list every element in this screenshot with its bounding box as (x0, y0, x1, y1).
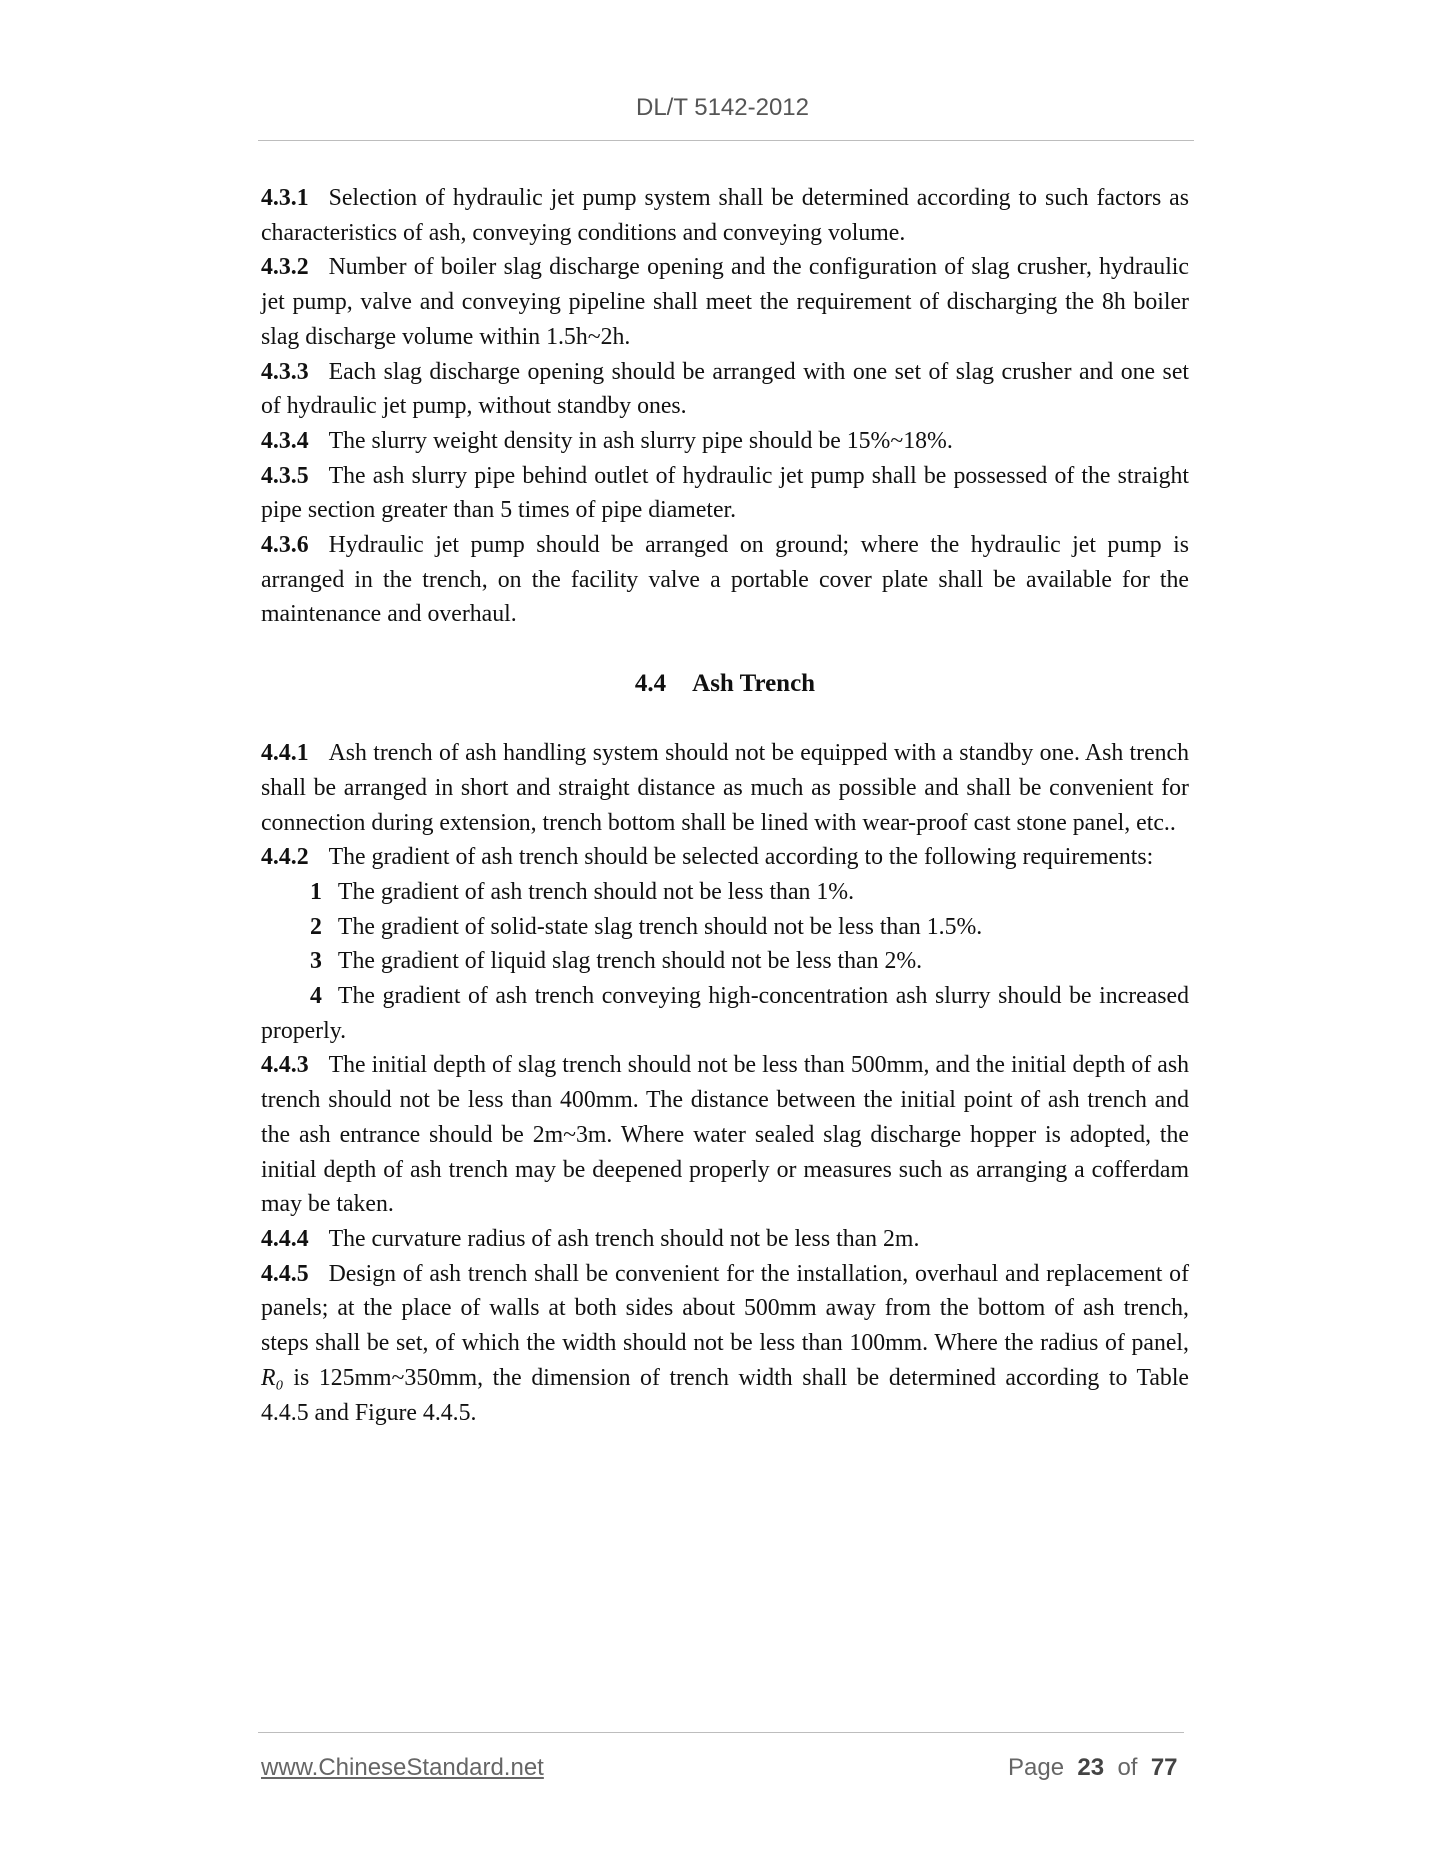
clause-text-before: Design of ash trench shall be convenient for the installation, overhaul and replacement of panels; at the place of walls at both sides about 500mm away from the bottom of ash trench, steps shall be set, of which the width should not be less than 100mm. Where the radius of panel, (261, 1260, 1189, 1357)
clause-number: 4.3.2 (261, 254, 309, 281)
list-item (261, 875, 1189, 910)
clause-number: 4.3.5 (261, 462, 309, 489)
clause-4-3-3 (261, 355, 1189, 424)
clause-number: 4.4.1 (261, 740, 309, 767)
clause-number: 4.3.3 (261, 358, 309, 385)
clause-number: 4.4.5 (261, 1260, 309, 1287)
clause-number: 4.4.4 (261, 1225, 309, 1252)
clause-4-4-5 (261, 1257, 1189, 1431)
clause-number: 4.3.6 (261, 532, 309, 559)
clause-number: 4.3.1 (261, 185, 309, 211)
clause-text: Each slag discharge opening should be arranged with one set of slag crusher and one set of hydraulic jet pump, without standby ones. (261, 358, 1189, 420)
list-item-number: 1 (310, 878, 322, 905)
section-title: Ash Trench (692, 670, 816, 698)
document-code-header: DL/T 5142-2012 (635, 94, 809, 121)
page-label: Page (1008, 1754, 1065, 1781)
list-item-number: 2 (310, 913, 322, 940)
clause-4-4-3 (261, 1048, 1189, 1222)
clause-text: Hydraulic jet pump should be arranged on ground; where the hydraulic jet pump is arranged in the trench, on the facility valve a portable cover plate shall be available for the maintenance and overhaul. (261, 532, 1189, 628)
clause-number: 4.4.3 (261, 1052, 309, 1079)
website-link[interactable]: www.ChineseStandard.net (261, 1754, 544, 1781)
clause-4-3-5 (261, 459, 1189, 528)
section-number: 4.4 (634, 670, 667, 698)
header-divider (258, 140, 1194, 141)
list-item (261, 979, 1189, 1048)
clause-number: 4.3.4 (261, 427, 309, 454)
radius-symbol: R₀ (261, 1364, 284, 1391)
list-item-number: 4 (310, 983, 322, 1010)
list-item (261, 910, 1189, 945)
total-pages-number: 77 (1150, 1754, 1178, 1781)
clause-text: The initial depth of slag trench should not be less than 500mm, and the initial depth of ash trench should not be less than 400mm. The distance between the initial point of ash trench and the ash entrance should be 2m~3m. Where water sealed slag discharge hopper is adopted, the initial depth of ash trench may be deepened properly or measures such as arranging a cofferdam may be taken. (261, 1052, 1189, 1218)
footer-divider (258, 1732, 1184, 1733)
clause-4-3-4 (261, 424, 1189, 459)
clause-text: The curvature radius of ash trench should not be less than 2m. (328, 1225, 920, 1252)
clause-4-3-6 (261, 528, 1189, 632)
list-item-text: The gradient of ash trench should not be less than 1%. (337, 878, 855, 905)
page-indicator (1008, 1754, 1178, 1782)
clause-text: The slurry weight density in ash slurry pipe should be 15%~18%. (328, 427, 953, 454)
clause-number: 4.4.2 (261, 844, 309, 871)
list-item-text: The gradient of ash trench conveying high-concentration ash slurry should be increased properly. (261, 983, 1189, 1044)
current-page-number: 23 (1077, 1754, 1105, 1781)
page-body (261, 181, 1189, 1430)
list-item (261, 944, 1189, 979)
clause-text: Number of boiler slag discharge opening and the configuration of slag crusher, hydraulic jet pump, valve and conveying pipeline shall meet the requirement of discharging the 8h boiler slag discharge volume within 1.5h~2h. (261, 254, 1189, 350)
clause-4-4-1 (261, 736, 1189, 840)
section-heading (261, 667, 1189, 701)
clause-4-4-2 (261, 840, 1189, 875)
clause-4-4-4 (261, 1222, 1189, 1257)
clause-text: Ash trench of ash handling system should not be equipped with a standby one. Ash trench shall be arranged in short and straight distance as much as possible and shall be convenient for connection during extension, trench bottom shall be lined with wear-proof cast stone panel, etc.. (261, 740, 1189, 836)
clause-text: The gradient of ash trench should be selected according to the following requirements: (328, 844, 1154, 871)
clause-4-3-1 (261, 181, 1189, 250)
list-item-text: The gradient of solid-state slag trench should not be less than 1.5%. (337, 913, 983, 940)
clause-text-after: is 125mm~350mm, the dimension of trench width shall be determined according to Table 4.4.5 and Figure 4.4.5. (261, 1364, 1189, 1426)
list-item-text: The gradient of liquid slag trench should not be less than 2%. (337, 948, 923, 975)
page-of-label: of (1117, 1754, 1138, 1781)
clause-4-3-2 (261, 250, 1189, 354)
clause-text: The ash slurry pipe behind outlet of hydraulic jet pump shall be possessed of the straight pipe section greater than 5 times of pipe diameter. (261, 462, 1189, 524)
clause-text: Selection of hydraulic jet pump system shall be determined according to such factors as characteristics of ash, conveying conditions and conveying volume. (261, 185, 1189, 246)
list-item-number: 3 (310, 948, 322, 975)
